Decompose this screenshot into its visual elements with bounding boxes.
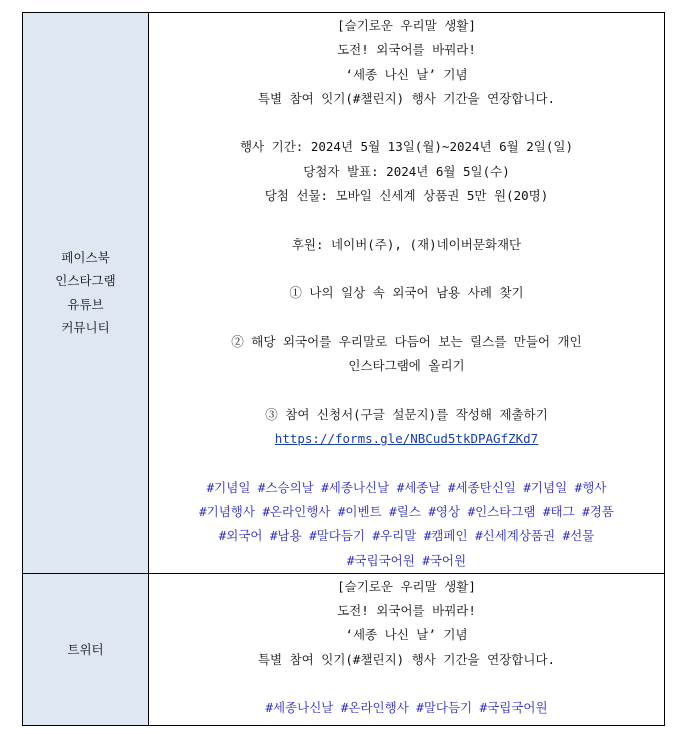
- spacer: [149, 378, 664, 402]
- platform-label-twitter: 트위터: [67, 641, 104, 657]
- post-content-cell: [149, 573, 665, 725]
- platform-label-instagram: 인스타그램: [55, 273, 116, 289]
- google-form-link[interactable]: https://forms.gle/NBCud5tkDPAGfZKd7: [274, 431, 539, 447]
- step-3: ③ 참여 신청서(구글 설문지)를 작성해 제출하기: [265, 406, 548, 422]
- platform-label-cell: [23, 573, 149, 725]
- hashtags-line-4: #국립국어원 #국어원: [346, 552, 467, 568]
- winner-announcement-date: 당첨자 발표: 2024년 6월 5일(수): [303, 163, 510, 179]
- platform-label-cell: [23, 13, 149, 574]
- post-announcement: 특별 참여 잇기(#챌린지) 행사 기간을 연장합니다.: [257, 90, 556, 106]
- step-2: ② 해당 외국어를 우리말로 다듬어 보는 릴스를 만들어 개인: [231, 333, 582, 349]
- spacer: [149, 451, 664, 475]
- post-occasion: ‘세종 나신 날’ 기념: [345, 627, 468, 643]
- post-series-title: [슬기로운 우리말 생활]: [337, 18, 476, 33]
- spacer: [149, 208, 664, 232]
- post-announcement: 특별 참여 잇기(#챌린지) 행사 기간을 연장합니다.: [257, 651, 556, 667]
- platform-label-youtube: 유튜브: [67, 296, 104, 312]
- sponsor-info: 후원: 네이버(주), (재)네이버문화재단: [291, 236, 522, 252]
- hashtags-line-2: #기념행사 #온라인행사 #이벤트 #릴스 #영상 #인스타그램 #태그 #경품: [199, 503, 614, 519]
- post-headline: 도전! 외국어를 바꿔라!: [337, 603, 476, 619]
- spacer: [149, 672, 664, 696]
- hashtags-line-1: #기념일 #스승의날 #세종나신날 #세종날 #세종탄신일 #기념일 #행사: [206, 479, 607, 495]
- step-1: ① 나의 일상 속 외국어 남용 사례 찾기: [289, 285, 524, 301]
- post-content-cell: [149, 13, 665, 574]
- step-2-continued: 인스타그램에 올리기: [348, 358, 465, 374]
- post-headline: 도전! 외국어를 바꿔라!: [337, 42, 476, 58]
- prize-info: 당첨 선물: 모바일 신세계 상품권 5만 원(20명): [264, 188, 549, 204]
- table-row-twitter: [23, 573, 665, 725]
- post-series-title: [슬기로운 우리말 생활]: [337, 578, 476, 594]
- sns-post-table: [22, 12, 665, 726]
- table-row-facebook-instagram: [23, 13, 665, 574]
- spacer: [149, 306, 664, 330]
- post-occasion: ‘세종 나신 날’ 기념: [345, 66, 468, 82]
- spacer: [149, 111, 664, 135]
- form-link-line: [149, 427, 664, 451]
- event-period: 행사 기간: 2024년 5월 13일(월)~2024년 6월 2일(일): [239, 139, 574, 155]
- spacer: [149, 257, 664, 281]
- hashtags-line-1: #세종나신날 #온라인행사 #말다듬기 #국립국어원: [265, 700, 548, 716]
- hashtags-line-3: #외국어 #남용 #말다듬기 #우리말 #캠페인 #신세계상품권 #선물: [218, 528, 595, 544]
- platform-label-facebook: 페이스북: [61, 249, 110, 265]
- platform-label-community: 커뮤니티: [61, 320, 110, 336]
